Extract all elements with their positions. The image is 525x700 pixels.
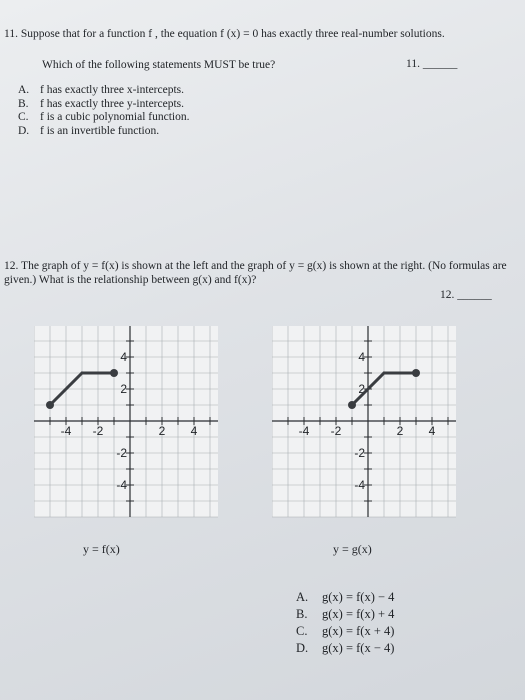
question-11-stem: 11. Suppose that for a function f , the equation f (x) = 0 has exactly three real-number solutions. bbox=[4, 28, 445, 40]
x-tick-label: 4 bbox=[190, 424, 198, 438]
option-letter: B. bbox=[296, 607, 308, 621]
graph-f-caption: y = f(x) bbox=[83, 542, 120, 556]
option-text: f is an invertible function. bbox=[40, 124, 160, 137]
question-11-options bbox=[18, 84, 189, 138]
x-tick-label: -2 bbox=[330, 424, 342, 438]
option-11-d[interactable] bbox=[18, 125, 189, 139]
y-tick-label: -4 bbox=[116, 478, 127, 492]
option-text: f has exactly three y-intercepts. bbox=[40, 97, 185, 110]
question-12-options bbox=[296, 589, 394, 657]
graph-f bbox=[34, 326, 218, 524]
option-letter: A. bbox=[18, 84, 30, 96]
y-tick-label: -2 bbox=[354, 446, 365, 460]
option-letter: C. bbox=[18, 111, 29, 123]
x-tick-label: -4 bbox=[298, 424, 310, 438]
y-tick-label: 2 bbox=[358, 382, 365, 396]
option-letter: B. bbox=[18, 97, 29, 110]
x-tick-label: 2 bbox=[158, 424, 166, 438]
endpoint-dot bbox=[348, 401, 356, 409]
option-12-c[interactable] bbox=[296, 623, 394, 640]
option-letter: A. bbox=[296, 590, 309, 604]
x-tick-label: -4 bbox=[60, 424, 72, 438]
y-tick-label: -2 bbox=[116, 446, 127, 460]
option-text: f has exactly three x-intercepts. bbox=[40, 84, 185, 96]
graph-g-caption: y = g(x) bbox=[333, 542, 372, 556]
question-12-stem: 12. The graph of y = f(x) is shown at the left and the graph of y = g(x) is shown at the right. (No formulas are given.) What is the relationship between g(x) and f(x)? bbox=[4, 260, 507, 286]
option-letter: D. bbox=[296, 641, 309, 655]
endpoint-dot bbox=[46, 401, 54, 409]
option-11-b[interactable] bbox=[18, 98, 189, 112]
endpoint-dot bbox=[110, 369, 118, 377]
option-text: g(x) = f(x) + 4 bbox=[322, 607, 395, 621]
y-tick-label: 4 bbox=[120, 350, 127, 364]
endpoint-dot bbox=[412, 369, 420, 377]
option-12-d[interactable] bbox=[296, 640, 394, 657]
y-tick-label: -4 bbox=[354, 478, 365, 492]
option-letter: C. bbox=[296, 624, 308, 638]
option-12-b[interactable] bbox=[296, 606, 394, 623]
option-text: g(x) = f(x − 4) bbox=[322, 641, 395, 655]
option-12-a[interactable] bbox=[296, 589, 394, 606]
option-text: f is a cubic polynomial function. bbox=[40, 111, 190, 123]
option-text: g(x) = f(x + 4) bbox=[322, 624, 395, 638]
x-tick-label: 4 bbox=[428, 424, 436, 438]
x-tick-label: 2 bbox=[396, 424, 404, 438]
option-letter: D. bbox=[18, 124, 30, 137]
option-11-a[interactable] bbox=[18, 84, 189, 98]
y-tick-label: 2 bbox=[120, 382, 127, 396]
x-tick-label: -2 bbox=[92, 424, 104, 438]
y-tick-label: 4 bbox=[358, 350, 365, 364]
answer-blank-12[interactable]: 12. ______ bbox=[440, 289, 492, 301]
option-11-c[interactable] bbox=[18, 111, 189, 125]
answer-blank-11[interactable]: 11. ______ bbox=[406, 58, 458, 70]
graph-g bbox=[272, 326, 456, 524]
question-11-prompt: Which of the following statements MUST be true? bbox=[42, 59, 276, 71]
option-text: g(x) = f(x) − 4 bbox=[322, 590, 395, 604]
